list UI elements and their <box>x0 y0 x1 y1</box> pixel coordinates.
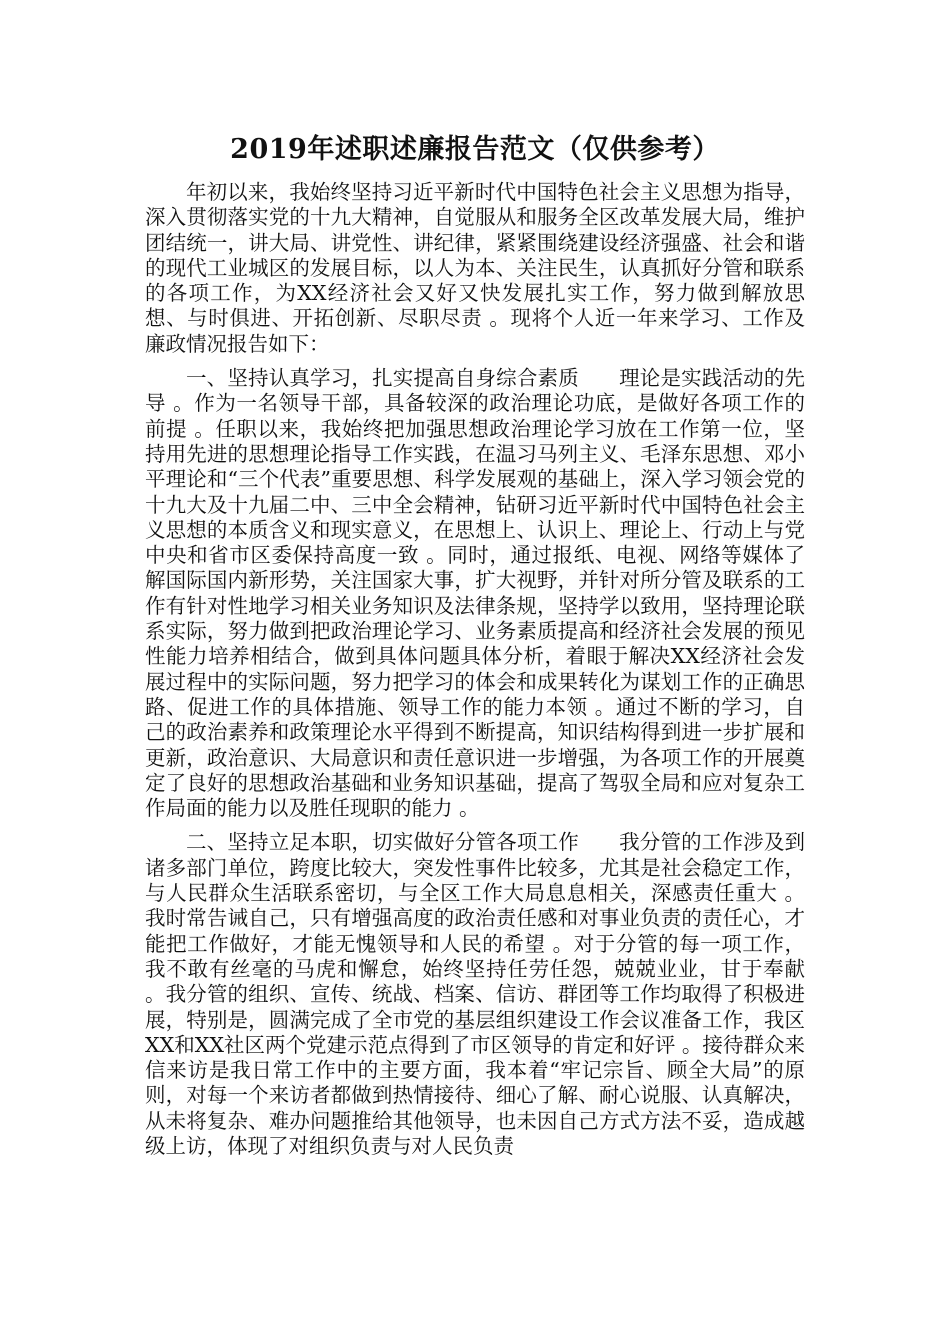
document-body <box>145 180 805 1168</box>
document-title: 2019年述职述廉报告范文（仅供参考） <box>230 134 720 165</box>
section-paragraph-1 <box>145 366 805 821</box>
section-heading-2: 二、坚持立足本职，切实做好分管各项工作 <box>186 830 579 855</box>
section-paragraph-2 <box>145 830 805 1159</box>
section-text-2: 我分管的工作涉及到诸多部门单位，跨度比较大，突发性事件比较多，尤其是社会稳定工作，与人民群众生活联系密切，与全区工作大局息息相关，深感责任重大 。我时常告诫自己，只有增强高度的政治责任感和对事业负责的责任心，才能把工作做好，才能无愧领导和人民的希望 。对于分管的每一项工作，我不敢有丝毫的马虎和懈怠，始终坚持任劳任怨，兢兢业业，甘于奉献 。我分管的组织、宣传、统战、档案、信访、群团等工作均取得了积极进展，特别是，圆满完成了全市党的基层组织建设工作会议准备工作，我区XX和XX社区两个党建示范点得到了市区领导的肯定和好评 。接待群众来信来访是我日常工作中的主要方面，我本着“牢记宗旨、顾全大局”的原则，对每一个来访者都做到热情接待、细心了解、耐心说服、认真解决，从未将复杂、难办问题推给其他领导，也未因自己方式方法不妥，造成越级上访，体现了对组织负责与对人民负责 <box>145 830 806 1158</box>
section-text-1: 理论是实践活动的先导 。作为一名领导干部，具备较深的政治理论功底，是做好各项工作的前提 。任职以来，我始终把加强思想政治理论学习放在工作第一位，坚持用先进的思想理论指导工作实践，在温习马列主义、毛泽东思想、邓小平理论和“三个代表”重要思想、科学发展观的基础上，深入学习领会党的十九大及十九届二中、三中全会精神，钻研习近平新时代中国特色社会主义思想的本质含义和现实意义，在思想上、认识上、理论上、行动上与党中央和省市区委保持高度一致 。同时，通过报纸、电视、网络等媒体了解国际国内新形势，关注国家大事，扩大视野，并针对所分管及联系的工作有针对性地学习相关业务知识及法律条规，坚持学以致用，坚持理论联系实际，努力做到把政治理论学习、业务素质提高和经济社会发展的预见性能力培养相结合，做到具体问题具体分析，着眼于解决XX经济社会发展过程中的实际问题，努力把学习的体会和成果转化为谋划工作的正确思路、促进工作的具体措施、领导工作的能力本领 。通过不断的学习，自己的政治素养和政策理论水平得到不断提高，知识结构得到进一步扩展和更新，政治意识、大局意识和责任意识进一步增强，为各项工作的开展奠定了良好的思想政治基础和业务知识基础，提高了驾驭全局和应对复杂工作局面的能力以及胜任现职的能力 。 <box>145 366 806 821</box>
intro-paragraph: 年初以来，我始终坚持习近平新时代中国特色社会主义思想为指导，深入贯彻落实党的十九大精神，自觉服从和服务全区改革发展大局，维护团结统一，讲大局、讲党性、讲纪律，紧紧围绕建设经济强盛、社会和谐的现代工业城区的发展目标，以人为本、关注民生，认真抓好分管和联系的各项工作，为XX经济社会又好又快发展扎实工作，努力做到解放思想、与时俱进、开拓创新、尽职尽责 。现将个人近一年来学习、工作及廉政情况报告如下： <box>145 180 805 356</box>
section-heading-1: 一、坚持认真学习，扎实提高自身综合素质 <box>186 366 579 391</box>
